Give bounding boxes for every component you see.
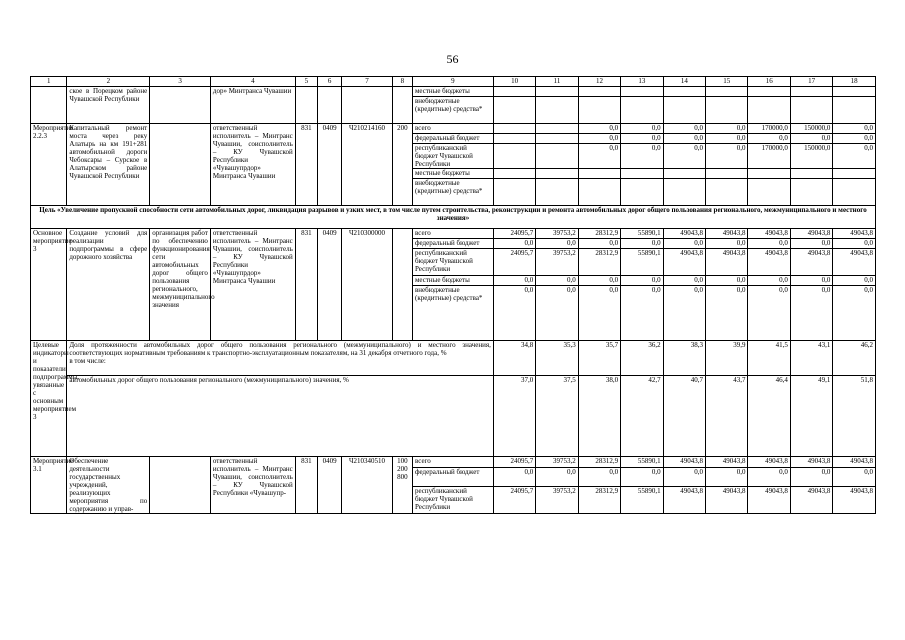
measure-code: Основное мероприятие 3 bbox=[31, 229, 67, 341]
value-cell bbox=[748, 87, 790, 97]
value-cell: 49043,8 bbox=[748, 229, 790, 239]
value-cell bbox=[493, 169, 535, 179]
task bbox=[150, 457, 211, 514]
task: организация работ по обеспечению функционирования сети автомобильных дорог общего пользования регионального, межмуниципального значения bbox=[150, 229, 211, 341]
table-row bbox=[31, 457, 876, 468]
value-cell: 0,0 bbox=[790, 134, 832, 144]
funding-source: внебюджетные (кредитные) средства* bbox=[413, 179, 494, 206]
rzpr-code: 0409 bbox=[318, 124, 342, 206]
value-cell: 0,0 bbox=[536, 239, 578, 249]
value-cell bbox=[790, 87, 832, 97]
task bbox=[150, 124, 211, 206]
funding-source: всего bbox=[413, 124, 494, 134]
value-cell: 49043,8 bbox=[663, 249, 705, 276]
funding-source: всего bbox=[413, 229, 494, 239]
value-cell: 0,0 bbox=[621, 286, 663, 341]
value-cell: 0,0 bbox=[621, 467, 663, 486]
value-cell bbox=[536, 134, 578, 144]
value-cell: 46,4 bbox=[748, 376, 790, 457]
table-cell bbox=[295, 87, 317, 124]
value-cell bbox=[833, 87, 876, 97]
measure-code: Мероприятие 2.2.3 bbox=[31, 124, 67, 206]
table-row bbox=[31, 87, 876, 97]
value-cell: 49043,8 bbox=[790, 249, 832, 276]
value-cell: 0,0 bbox=[706, 467, 748, 486]
funding-source: местные бюджеты bbox=[413, 169, 494, 179]
value-cell: 0,0 bbox=[833, 286, 876, 341]
csr-code: Ч210340510 bbox=[342, 457, 393, 514]
column-number: 2 bbox=[67, 77, 150, 87]
value-cell: 38,3 bbox=[663, 341, 705, 376]
value-cell bbox=[706, 97, 748, 124]
value-cell: 49043,8 bbox=[663, 229, 705, 239]
vr-code bbox=[392, 229, 412, 341]
value-cell bbox=[536, 124, 578, 134]
table-cell bbox=[392, 87, 412, 124]
value-cell: 55890,1 bbox=[621, 457, 663, 468]
csr-code: Ч210214160 bbox=[342, 124, 393, 206]
value-cell: 0,0 bbox=[663, 124, 705, 134]
value-cell: 49043,8 bbox=[790, 229, 832, 239]
value-cell: 49043,8 bbox=[833, 486, 876, 513]
csr-code: Ч210300000 bbox=[342, 229, 393, 341]
value-cell: 0,0 bbox=[706, 239, 748, 249]
column-number: 17 bbox=[790, 77, 832, 87]
value-cell: 49043,8 bbox=[748, 457, 790, 468]
vr-code: 200 bbox=[392, 124, 412, 206]
goal-row bbox=[31, 206, 876, 229]
value-cell: 0,0 bbox=[748, 467, 790, 486]
value-cell: 0,0 bbox=[706, 124, 748, 134]
value-cell bbox=[493, 134, 535, 144]
value-cell: 0,0 bbox=[663, 467, 705, 486]
value-cell: 36,2 bbox=[621, 341, 663, 376]
value-cell: 0,0 bbox=[621, 239, 663, 249]
value-cell: 41,5 bbox=[748, 341, 790, 376]
value-cell: 0,0 bbox=[663, 239, 705, 249]
value-cell: 170000,0 bbox=[748, 144, 790, 169]
value-cell: 42,7 bbox=[621, 376, 663, 457]
value-cell bbox=[621, 87, 663, 97]
value-cell: 170000,0 bbox=[748, 124, 790, 134]
value-cell: 0,0 bbox=[578, 124, 620, 134]
value-cell: 28312,9 bbox=[578, 229, 620, 239]
value-cell bbox=[833, 97, 876, 124]
value-cell bbox=[663, 87, 705, 97]
value-cell bbox=[621, 97, 663, 124]
column-number: 10 bbox=[493, 77, 535, 87]
value-cell: 49043,8 bbox=[833, 249, 876, 276]
value-cell: 0,0 bbox=[748, 286, 790, 341]
value-cell: 43,1 bbox=[790, 341, 832, 376]
value-cell: 0,0 bbox=[493, 276, 535, 286]
value-cell: 46,2 bbox=[833, 341, 876, 376]
funding-source: внебюджетные (кредитные) средства* bbox=[413, 286, 494, 341]
column-number: 8 bbox=[392, 77, 412, 87]
value-cell: 0,0 bbox=[621, 276, 663, 286]
value-cell: 0,0 bbox=[578, 239, 620, 249]
value-cell: 0,0 bbox=[748, 276, 790, 286]
funding-source: республиканский бюджет Чувашской Республики bbox=[413, 486, 494, 513]
column-number: 4 bbox=[210, 77, 295, 87]
funding-source: внебюджетные (кредитные) средства* bbox=[413, 97, 494, 124]
value-cell: 49043,8 bbox=[833, 457, 876, 468]
value-cell: 0,0 bbox=[833, 124, 876, 134]
measure-name: Обеспечение деятельности государственных учреждений, реализующих мероприятия по содержанию и управ- bbox=[67, 457, 150, 514]
value-cell bbox=[578, 87, 620, 97]
value-cell: 0,0 bbox=[833, 276, 876, 286]
value-cell bbox=[578, 97, 620, 124]
value-cell: 24095,7 bbox=[493, 249, 535, 276]
value-cell bbox=[790, 169, 832, 179]
value-cell: 37,5 bbox=[536, 376, 578, 457]
value-cell: 0,0 bbox=[706, 144, 748, 169]
value-cell bbox=[748, 169, 790, 179]
value-cell: 0,0 bbox=[621, 134, 663, 144]
value-cell: 49043,8 bbox=[748, 249, 790, 276]
vr-code: 100 200 800 bbox=[392, 457, 412, 514]
funding-source: федеральный бюджет bbox=[413, 239, 494, 249]
column-number: 3 bbox=[150, 77, 211, 87]
value-cell: 0,0 bbox=[706, 276, 748, 286]
value-cell: 39753,2 bbox=[536, 457, 578, 468]
funding-source: республиканский бюджет Чувашской Республики bbox=[413, 249, 494, 276]
value-cell bbox=[663, 169, 705, 179]
value-cell bbox=[493, 97, 535, 124]
value-cell bbox=[578, 179, 620, 206]
value-cell: 0,0 bbox=[663, 144, 705, 169]
value-cell: 0,0 bbox=[790, 239, 832, 249]
indicator-row bbox=[31, 341, 876, 376]
value-cell: 24095,7 bbox=[493, 457, 535, 468]
value-cell: 37,0 bbox=[493, 376, 535, 457]
value-cell: 0,0 bbox=[833, 144, 876, 169]
value-cell bbox=[536, 169, 578, 179]
value-cell: 24095,7 bbox=[493, 486, 535, 513]
value-cell: 0,0 bbox=[493, 239, 535, 249]
value-cell: 34,8 bbox=[493, 341, 535, 376]
table-row bbox=[31, 124, 876, 134]
value-cell: 55890,1 bbox=[621, 229, 663, 239]
value-cell: 49043,8 bbox=[706, 229, 748, 239]
measure-code: Мероприятие 3.1 bbox=[31, 457, 67, 514]
value-cell: 39753,2 bbox=[536, 229, 578, 239]
value-cell: 55890,1 bbox=[621, 249, 663, 276]
value-cell: 0,0 bbox=[493, 286, 535, 341]
column-number: 5 bbox=[295, 77, 317, 87]
value-cell: 0,0 bbox=[790, 276, 832, 286]
value-cell: 39,9 bbox=[706, 341, 748, 376]
column-number: 12 bbox=[578, 77, 620, 87]
grbs-code: 831 bbox=[295, 124, 317, 206]
value-cell: 51,8 bbox=[833, 376, 876, 457]
value-cell bbox=[663, 97, 705, 124]
measure-name: Капитальный ремонт моста через реку Алатырь на км 191+281 автомобильной дороги Чебоксары – Сурское в Алатырском районе Чувашской Республики bbox=[67, 124, 150, 206]
value-cell bbox=[621, 179, 663, 206]
value-cell: 0,0 bbox=[621, 124, 663, 134]
value-cell: 49043,8 bbox=[663, 486, 705, 513]
funding-source: местные бюджеты bbox=[413, 87, 494, 97]
value-cell: 49043,8 bbox=[706, 486, 748, 513]
funding-source: местные бюджеты bbox=[413, 276, 494, 286]
column-number: 11 bbox=[536, 77, 578, 87]
value-cell bbox=[536, 87, 578, 97]
value-cell: 49043,8 bbox=[790, 457, 832, 468]
value-cell bbox=[833, 179, 876, 206]
funding-source: федеральный бюджет bbox=[413, 467, 494, 486]
value-cell bbox=[748, 97, 790, 124]
table-cell bbox=[342, 87, 393, 124]
table-cell bbox=[31, 87, 67, 124]
value-cell: 40,7 bbox=[663, 376, 705, 457]
indicator-row bbox=[31, 376, 876, 457]
header-row bbox=[31, 77, 876, 87]
value-cell: 0,0 bbox=[748, 239, 790, 249]
indicator-sub-label: в том числе: bbox=[69, 357, 106, 365]
column-number: 16 bbox=[748, 77, 790, 87]
column-number: 6 bbox=[318, 77, 342, 87]
measure-name: ское в Порецком районе Чувашской Республики bbox=[67, 87, 150, 124]
rzpr-code: 0409 bbox=[318, 457, 342, 514]
value-cell: 0,0 bbox=[706, 134, 748, 144]
value-cell: 0,0 bbox=[663, 286, 705, 341]
indicator-2-text: автомобильных дорог общего пользования регионального (межмуниципального) значения, % bbox=[67, 376, 493, 457]
value-cell: 0,0 bbox=[833, 134, 876, 144]
value-cell: 0,0 bbox=[833, 467, 876, 486]
value-cell: 0,0 bbox=[748, 134, 790, 144]
value-cell: 28312,9 bbox=[578, 457, 620, 468]
value-cell bbox=[493, 179, 535, 206]
value-cell: 0,0 bbox=[493, 467, 535, 486]
column-number: 14 bbox=[663, 77, 705, 87]
value-cell: 0,0 bbox=[621, 144, 663, 169]
value-cell: 0,0 bbox=[663, 276, 705, 286]
column-number: 9 bbox=[413, 77, 494, 87]
value-cell bbox=[536, 179, 578, 206]
value-cell: 0,0 bbox=[536, 276, 578, 286]
column-number: 18 bbox=[833, 77, 876, 87]
value-cell: 150000,0 bbox=[790, 144, 832, 169]
executor: ответственный исполнитель – Минтранс Чувашии, соисполнитель – КУ Чувашской Республики «Чувашупрдор» Минтранса Чувашии bbox=[210, 124, 295, 206]
funding-source: федеральный бюджет bbox=[413, 134, 494, 144]
page-number: 56 bbox=[446, 52, 459, 66]
grbs-code: 831 bbox=[295, 457, 317, 514]
value-cell: 49043,8 bbox=[790, 486, 832, 513]
value-cell: 49,1 bbox=[790, 376, 832, 457]
table-cell bbox=[318, 87, 342, 124]
value-cell: 49043,8 bbox=[663, 457, 705, 468]
value-cell bbox=[621, 169, 663, 179]
value-cell bbox=[493, 87, 535, 97]
value-cell: 55890,1 bbox=[621, 486, 663, 513]
value-cell: 35,3 bbox=[536, 341, 578, 376]
rzpr-code: 0409 bbox=[318, 229, 342, 341]
value-cell: 150000,0 bbox=[790, 124, 832, 134]
value-cell bbox=[663, 179, 705, 206]
indicator-1-text: Доля протяженности автомобильных дорог общего пользования регионального (межмуниципального) и местного значения, соответствующих нормативным требованиям к транспортно-эксплуатационным показателям, на 31 декабря отчетного года, % bbox=[69, 341, 491, 357]
value-cell: 49043,8 bbox=[748, 486, 790, 513]
budget-table bbox=[30, 76, 876, 514]
funding-source: всего bbox=[413, 457, 494, 468]
table-row bbox=[31, 229, 876, 239]
column-number: 15 bbox=[706, 77, 748, 87]
value-cell bbox=[493, 144, 535, 169]
executor: ответственный исполнитель – Минтранс Чувашии, соисполнитель – КУ Чувашской Республики «Чувашупр- bbox=[210, 457, 295, 514]
value-cell bbox=[493, 124, 535, 134]
value-cell: 49043,8 bbox=[833, 229, 876, 239]
value-cell bbox=[790, 97, 832, 124]
value-cell: 24095,7 bbox=[493, 229, 535, 239]
value-cell: 38,0 bbox=[578, 376, 620, 457]
value-cell bbox=[706, 87, 748, 97]
value-cell: 0,0 bbox=[578, 467, 620, 486]
value-cell: 0,0 bbox=[578, 144, 620, 169]
executor: дор» Минтранса Чувашии bbox=[210, 87, 295, 124]
value-cell bbox=[706, 179, 748, 206]
value-cell: 0,0 bbox=[790, 467, 832, 486]
value-cell: 39753,2 bbox=[536, 486, 578, 513]
funding-source: республиканский бюджет Чувашской Республики bbox=[413, 144, 494, 169]
grbs-code: 831 bbox=[295, 229, 317, 341]
value-cell: 0,0 bbox=[790, 286, 832, 341]
value-cell: 43,7 bbox=[706, 376, 748, 457]
table-cell bbox=[150, 87, 211, 124]
value-cell: 28312,9 bbox=[578, 249, 620, 276]
value-cell bbox=[706, 169, 748, 179]
value-cell: 28312,9 bbox=[578, 486, 620, 513]
column-number: 1 bbox=[31, 77, 67, 87]
value-cell: 0,0 bbox=[706, 286, 748, 341]
indicator-text bbox=[67, 341, 493, 376]
value-cell bbox=[833, 169, 876, 179]
executor: ответственный исполнитель – Минтранс Чувашии, соисполнитель – КУ Чувашской Республики «Чувашупрдор» Минтранса Чувашии bbox=[210, 229, 295, 341]
value-cell: 49043,8 bbox=[706, 457, 748, 468]
column-number: 13 bbox=[621, 77, 663, 87]
value-cell bbox=[790, 179, 832, 206]
value-cell: 0,0 bbox=[536, 467, 578, 486]
value-cell: 0,0 bbox=[578, 286, 620, 341]
goal-heading: Цель «Увеличение пропускной способности сети автомобильных дорог, ликвидация разрывов и узких мест, в том числе путем строительства, реконструкции и ремонта автомобильных дорог общего пользования регионального, межмуниципального и местного значения» bbox=[31, 206, 876, 229]
value-cell bbox=[536, 144, 578, 169]
value-cell bbox=[578, 169, 620, 179]
value-cell: 0,0 bbox=[578, 276, 620, 286]
measure-name: Создание условий для реализации подпрограммы в сфере дорожного хозяйства bbox=[67, 229, 150, 341]
value-cell: 39753,2 bbox=[536, 249, 578, 276]
value-cell: 0,0 bbox=[578, 134, 620, 144]
indicators-label: Целевые индикаторы и показатели подпрограммы, увязанные с основным мероприятием 3 bbox=[31, 341, 67, 457]
value-cell: 0,0 bbox=[536, 286, 578, 341]
value-cell bbox=[748, 179, 790, 206]
value-cell: 0,0 bbox=[663, 134, 705, 144]
value-cell: 49043,8 bbox=[706, 249, 748, 276]
column-number: 7 bbox=[342, 77, 393, 87]
value-cell: 0,0 bbox=[833, 239, 876, 249]
value-cell bbox=[536, 97, 578, 124]
value-cell: 35,7 bbox=[578, 341, 620, 376]
